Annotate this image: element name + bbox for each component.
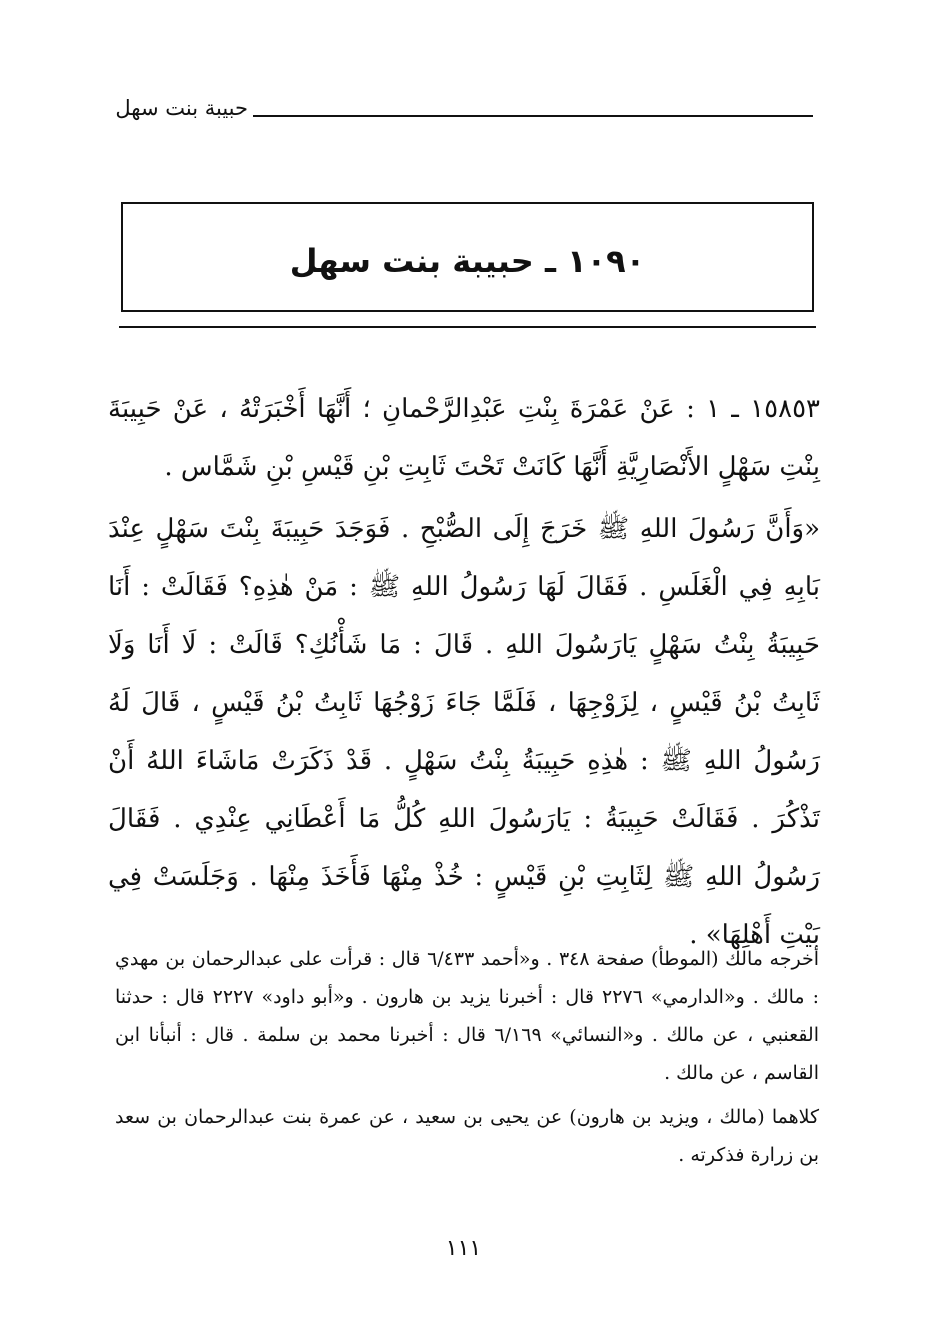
title-divider	[119, 326, 816, 328]
chapter-title: ١٠٩٠ ـ حبيبة بنت سهل	[289, 242, 646, 280]
header-rule	[253, 115, 813, 117]
hadith-text	[108, 380, 820, 964]
footnotes	[115, 940, 819, 1174]
hadith-isnad: ١٥٨٥٣ ـ ١ : عَنْ عَمْرَةَ بِنْتِ عَبْدِالرَّحْمانِ ؛ أَنَّهَا أَخْبَرَتْهُ ، عَنْ حَبِيبَةَ بِنْتِ سَهْلٍ الأَنْصَارِيَّةِ أَنَّهَا كَانَتْ تَحْتَ ثَابِتِ بْنِ قَيْسِ بْنِ شَمَّاس .	[108, 394, 820, 482]
running-header-title: حبيبة بنت سهل	[115, 96, 248, 120]
page-number: ١١١	[445, 1236, 482, 1261]
chapter-title-box	[121, 202, 814, 312]
hadith-matn: «وَأَنَّ رَسُولَ اللهِ ﷺ خَرَجَ إِلَى الصُّبْحِ . فَوَجَدَ حَبِيبَةَ بِنْتَ سَهْلٍ عِنْدَ بَابِهِ فِي الْغَلَسِ . فَقَالَ لَهَا رَسُولُ اللهِ ﷺ : مَنْ هٰذِهِ؟ فَقَالَتْ : أَنَا حَبِيبَةُ بِنْتُ سَهْلٍ يَارَسُولَ اللهِ . قَالَ : مَا شَأْنُكِ؟ قَالَتْ : لَا أَنَا وَلَا ثَابِتُ بْنُ قَيْسٍ ، لِزَوْجِهَا ، فَلَمَّا جَاءَ زَوْجُهَا ثَابِتُ بْنُ قَيْسٍ ، قَالَ لَهُ رَسُولُ اللهِ ﷺ : هٰذِهِ حَبِيبَةُ بِنْتُ سَهْلٍ . قَدْ ذَكَرَتْ مَاشَاءَ اللهُ أَنْ تَذْكُرَ . فَقَالَتْ حَبِيبَةُ : يَارَسُولَ اللهِ كُلُّ مَا أَعْطَانِي عِنْدِي . فَقَالَ رَسُولُ اللهِ ﷺ لِثَابِتِ بْنِ قَيْسٍ : خُذْ مِنْهَا فَأَخَذَ مِنْهَا . وَجَلَسَتْ فِي بَيْتِ أَهْلِهَا» .	[108, 514, 821, 950]
chain-note: كلاهما (مالك ، ويزيد بن هارون) عن يحيى بن سعيد ، عن عمرة بنت عبدالرحمان بن سعد بن زرارة فذكرته .	[115, 1106, 819, 1166]
takhrij-note: أخرجه مالك (الموطأ) صفحة ٣٤٨ . و«أحمد ٦/٤٣٣ قال : قرأت على عبدالرحمان بن مهدي : مالك . و«الدارمي» ٢٢٧٦ قال : أخبرنا يزيد بن هارون . و«أبو داود» ٢٢٢٧ قال : حدثنا القعنبي ، عن مالك . و«النسائي» ٦/١٦٩ قال : أخبرنا محمد بن سلمة . قال : أنبأنا ابن القاسم ، عن مالك .	[115, 948, 819, 1084]
running-header	[115, 96, 813, 130]
